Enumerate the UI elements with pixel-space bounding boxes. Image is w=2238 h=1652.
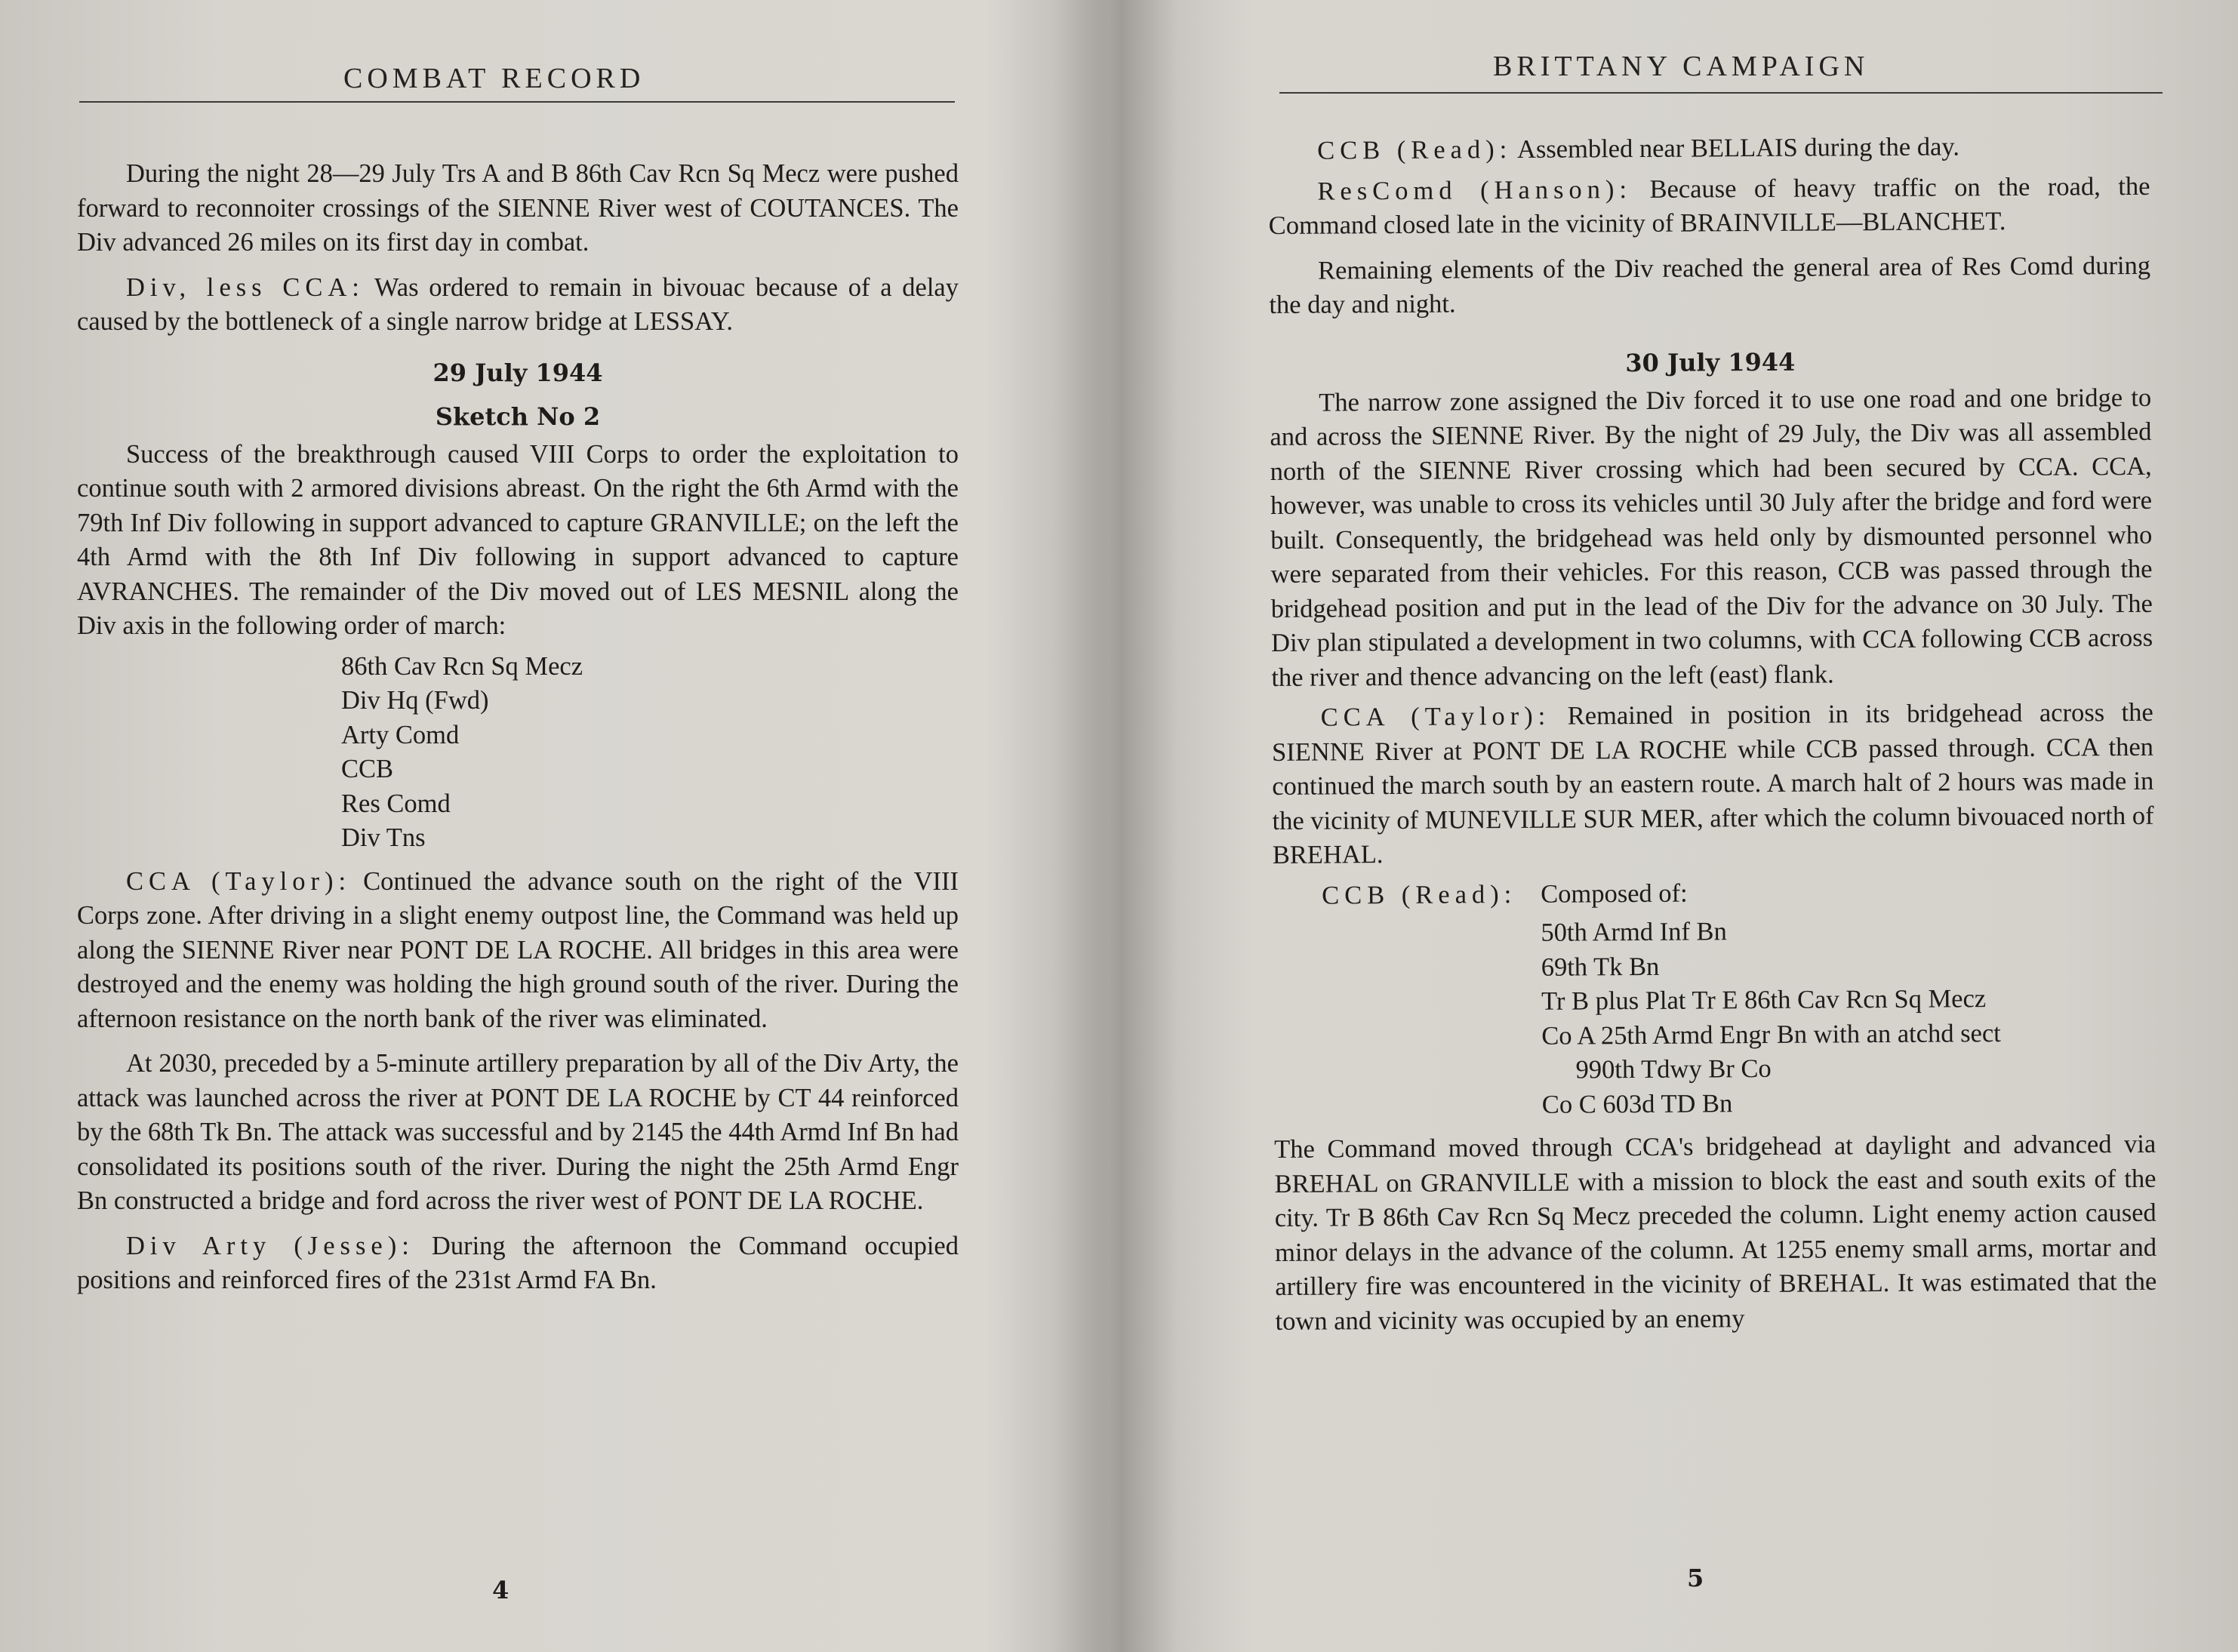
right-running-head: BRITTANY CAMPAIGN: [1493, 51, 1870, 82]
date-heading: 29 July 1944: [433, 358, 603, 387]
list-item: CCB: [341, 755, 394, 783]
right-page-text: [1268, 129, 2157, 1345]
list-item: 990th Tdwy Br Co: [1575, 1054, 1772, 1084]
unit-label: ResComd (Hanson):: [1317, 174, 1633, 206]
paragraph: [1272, 696, 2154, 873]
sketch-heading: Sketch No 2: [435, 401, 601, 431]
composition-intro: Composed of:: [1541, 878, 1688, 909]
left-page-text: [77, 157, 959, 1304]
list-item: 69th Tk Bn: [1541, 952, 1660, 982]
list-item: Co A 25th Armd Engr Bn with an atchd sect: [1541, 1018, 2001, 1051]
paragraph-body: During the afternoon the Command occupied positions and reinforced fires of the 231st Armd FA Bn.: [77, 1231, 959, 1294]
paragraph-body: Was ordered to remain in bivouac because of a delay caused by the bottleneck of a single narrow bridge at LESSAY.: [77, 272, 959, 336]
paragraph: [77, 271, 959, 340]
right-header-rule: [1279, 92, 2163, 94]
list-item: Div Hq (Fwd): [341, 686, 489, 715]
paragraph: [77, 1229, 959, 1298]
paragraph-body: Continued the advance south on the right of the VIII Corps zone. After driving in a slight enemy outpost line, the Command was held up along the SIENNE River near PONT DE LA ROCHE. All bridges in this area were destroyed and the enemy was holding the high ground south of the river. During the afternoon resistance on the north bank of the river was eliminated.: [77, 866, 959, 1033]
paragraph-body: Remained in position in its bridgehead across the SIENNE River at PONT DE LA ROCHE while CCB passed through. CCA then continued the march south by an eastern route. A march halt of 2 hours was made in the vicinity of MUNEVILLE SUR MER, after which the column bivouaced north of BREHAL.: [1271, 697, 2154, 869]
paragraph-body: Because of heavy traffic on the road, the Command closed late in the vicinity of BRAINVILLE—BLANCHET.: [1268, 171, 2150, 240]
list-item: 86th Cav Rcn Sq Mecz: [341, 651, 583, 681]
unit-label: Div Arty (Jesse):: [126, 1231, 414, 1260]
page-number-left: 4: [492, 1576, 509, 1604]
paragraph: The Command moved through CCA's bridgehead at daylight and advanced via BREHAL on GRANVILLE with a mission to block the east and south exits of the city. Tr B 86th Cav Rcn Sq Mecz preceded the column. Light enemy action caused minor delays in the advance of the column. At 1255 enemy small arms, mortar and artillery fire was encountered in the vicinity of BREHAL. It was estimated that the town and vicinity was occupied by an enemy: [1274, 1129, 2157, 1336]
unit-label: CCB (Read):: [1322, 879, 1517, 910]
paragraph: During the night 28—29 July Trs A and B 86th Cav Rcn Sq Mecz were pushed forward to reconnoiter crossings of the SIENNE River west of COUTANCES. The Div advanced 26 miles on its first day in combat.: [77, 159, 959, 257]
left-page: [0, 0, 1102, 1652]
composition-header: [1273, 873, 2154, 913]
paragraph: At 2030, preceded by a 5-minute artillery preparation by all of the Div Arty, the attack was launched across the river at PONT DE LA ROCHE by CT 44 reinforced by the 68th Tk Bn. The attack was successful and by 2145 the 44th Armd Inf Bn had consolidated its positions south of the river. During the night the 25th Armd Engr Bn constructed a bridge and ford across the river west of PONT DE LA ROCHE.: [77, 1049, 959, 1215]
list-item: Arty Comd: [341, 720, 460, 749]
unit-label: CCB (Read):: [1317, 135, 1513, 165]
paragraph: Remaining elements of the Div reached the general area of Res Comd during the day and night.: [1269, 251, 2151, 319]
paragraph: [1268, 129, 2150, 169]
unit-label: Div, less CCA:: [126, 272, 365, 302]
paragraph-body: Assembled near BELLAIS during the day.: [1512, 132, 1960, 165]
left-running-head: COMBAT RECORD: [343, 63, 645, 94]
paragraph: [77, 865, 959, 1037]
list-item: Div Tns: [341, 823, 426, 852]
list-item: Tr B plus Plat Tr E 86th Cav Rcn Sq Mecz: [1541, 984, 1987, 1016]
march-order-list: [77, 650, 959, 856]
paragraph: [1268, 169, 2150, 243]
left-header-rule: [79, 101, 955, 103]
right-page: [1132, 0, 2238, 1652]
list-item: Res Comd: [341, 789, 451, 818]
unit-label: CCA (Taylor):: [1320, 701, 1551, 732]
paragraph: The narrow zone assigned the Div forced it to use one road and one bridge to and across the SIENNE River. By the night of 29 July, the Div was all assembled north of the SIENNE River crossing which had been secured by CCA. CCA, however, was unable to cross its vehicles until 30 July after the bridge and ford were built. Consequently, the bridgehead was held only by dismounted personnel who were separated from their vehicles. For this reason, CCB was passed through the bridgehead position and put in the lead of the Div for the advance on 30 July. The Div plan stipulated a development in two columns, with CCA following CCB across the river and thence advancing on the left (east) flank.: [1270, 383, 2153, 692]
unit-label: CCA (Taylor):: [126, 866, 352, 896]
list-item: Co C 603d TD Bn: [1541, 1088, 1733, 1119]
composition-list: [1273, 912, 2156, 1124]
paragraph: Success of the breakthrough caused VIII Corps to order the exploitation to continue south with 2 armored divisions abreast. On the right the 6th Armd with the 79th Inf Div following in support advanced to capture GRANVILLE; on the left the 4th Armd with the 8th Inf Div following in support advanced to capture AVRANCHES. The remainder of the Div moved out of LES MESNIL along the Div axis in the following order of march:: [77, 439, 959, 640]
page-number-right: 5: [1687, 1564, 1704, 1592]
date-heading: 30 July 1944: [1625, 347, 1796, 377]
list-item: 50th Armd Inf Bn: [1541, 917, 1727, 947]
